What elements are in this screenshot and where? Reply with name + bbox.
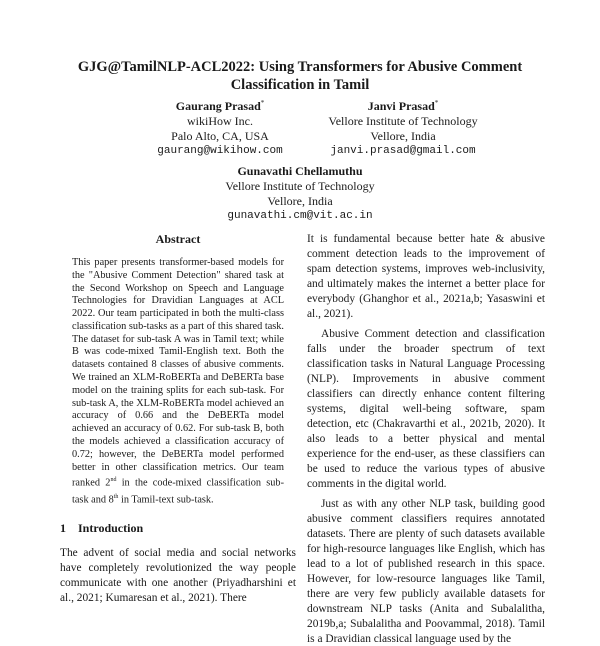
author-location: Palo Alto, CA, USA (171, 129, 269, 143)
body-paragraph: It is fundamental because better hate & abusive comment detection leads to the improvement of spam detection systems, improves web-inclusivity, and ultimately makes the internet a better place for everybody (Ghanghor et al., 2021a,b; Yasaswini et al., 2021). (307, 233, 545, 320)
author-name: Janvi Prasad* (367, 99, 439, 113)
author-name: Gaurang Prasad* (175, 99, 265, 113)
right-column (307, 232, 545, 646)
author-email: gunavathi.cm@vit.ac.in (227, 210, 373, 222)
author-email: gaurang@wikihow.com (157, 145, 283, 157)
author-affiliation: Vellore Institute of Technology (328, 114, 478, 128)
section-heading (60, 521, 296, 536)
body-paragraph: Just as with any other NLP task, building good abusive comment classifiers requires annotated datasets. There are plenty of such datasets available for high-resource languages like English, which has lead to a lot of published research in this space. However, for low-resource languages like Tamil, there are very few publicly available datasets for downstream NLP tasks (Anita and Subalalitha, 2019b,a; Subalalitha and Poovammal, 2018). Tamil is a Dravidian classical language used by the (307, 498, 545, 645)
author-mark: * (434, 99, 439, 107)
body-paragraph: Abusive Comment detection and classification falls under the broader spectrum of text classification tasks in Natural Language Processing (NLP). Improvements in abusive comment classifiers can directly enhance content filtering systems, digital well-being software, spam detection, etc (Chakravarthi et al., 2021b, 2020). It also leads to a better physical and mental experience for the end-user, as these classifiers can be used to reduce the various types of abusive comments in the digital world. (307, 328, 545, 490)
section-number: 1 (60, 520, 66, 535)
paper-title: GJG@TamilNLP-ACL2022: Using Transformers for Abusive Comment Classification in Tamil (77, 59, 523, 93)
section-title: Introduction (78, 520, 144, 535)
author-name: Gunavathi Chellamuthu (237, 164, 363, 178)
author-block (190, 164, 410, 224)
author-affiliation: wikiHow Inc. (187, 114, 253, 128)
author-block (110, 96, 330, 159)
author-location: Vellore, India (370, 129, 436, 143)
author-location: Vellore, India (267, 194, 333, 208)
author-affiliation: Vellore Institute of Technology (225, 179, 375, 193)
body-paragraph: The advent of social media and social networks have completely revolutionized the way people communicate with one another (Priyadharshini et al., 2021; Kumaresan et al., 2021). There (60, 546, 296, 604)
left-column (60, 232, 296, 605)
author-mark: * (260, 99, 265, 107)
author-block (298, 96, 508, 159)
author-email: janvi.prasad@gmail.com (330, 145, 476, 157)
abstract-text: This paper presents transformer-based models for the "Abusive Comment Detection" shared task at the Second Workshop on Speech and Language Technologies for Dravidian Languages at ACL 2022. Our team participated in both the multi-class classification sub-tasks as a part of this shared task. The dataset for sub-task A was in Tamil text; while B was code-mixed Tamil-English text. Both the datasets contained 8 classes of abusive comments. We trained an XLM-RoBERTa and DeBERTa base model on the training splits for each sub-task. For sub-task A, the XLM-RoBERTa model achieved an accuracy of 0.66 and the DeBERTa model achieved an accuracy of 0.62. For sub-task B, both the models achieved a classification accuracy of 0.72; however, the DeBERTa model performed better in other classification metrics. Our team ranked 2nd in the code-mixed classification sub-task and 8th in Tamil-text sub-task. (72, 256, 284, 506)
abstract-heading: Abstract (155, 232, 201, 246)
